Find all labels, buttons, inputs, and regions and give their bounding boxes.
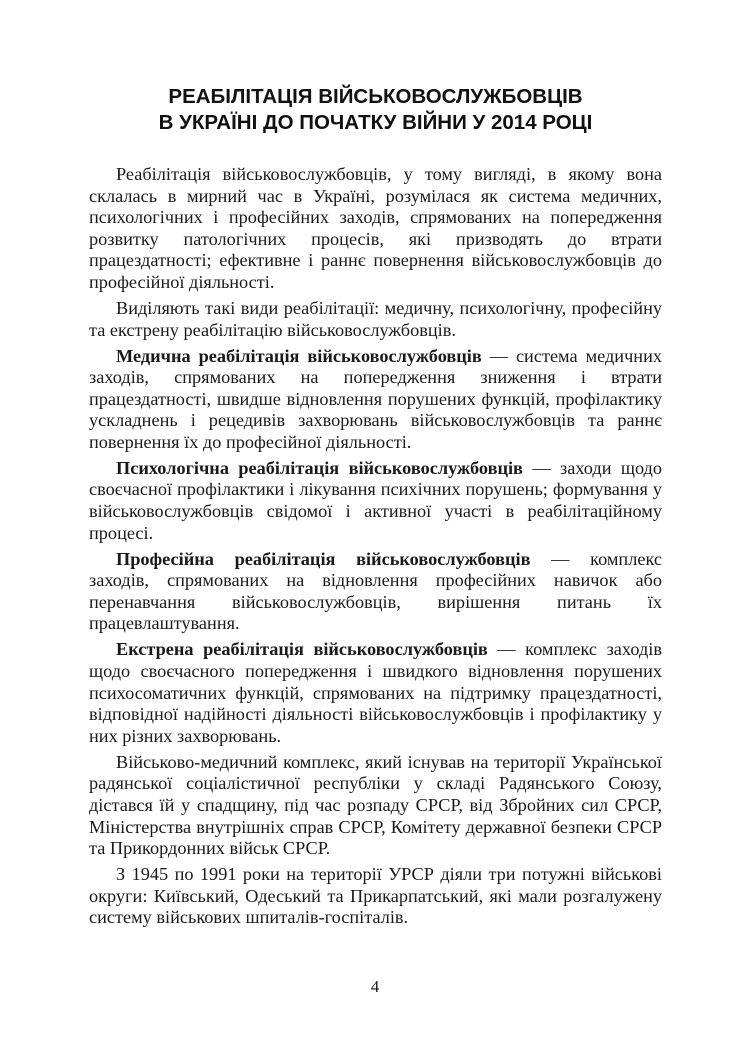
- page-number: 4: [370, 977, 380, 996]
- definition-text-psychological: — заходи щодо своєчасної профілактики і лікування психічних порушень; формування у військовослужбовців свідомої і активної участі в реабілітаційному процесі.: [89, 457, 662, 543]
- title-line-1: РЕАБІЛІТАЦІЯ ВІЙСЬКОВОСЛУЖБОВЦІВ: [168, 85, 583, 108]
- paragraph-text: Виділяють такі види реабілітації: медичну, психологічну, професійну та екстрену реабілітацію військовослужбовців.: [89, 297, 662, 340]
- definition-term-medical: Медична реабілітація військовослужбовців: [116, 345, 482, 366]
- definition-term-psychological: Психологічна реабілітація військовослужбовців: [116, 457, 523, 478]
- paragraph-text: Реабілітація військовослужбовців, у тому вигляді, в якому вона склалась в мирний час в Україні, розумілася як система медичних, психологічних і професійних заходів, спрямованих на попередження розвитку патологічних процесів, які призводять до втрати працездатності; ефективне і раннє повернення військовослужбовців до професійної діяльності.: [89, 164, 662, 292]
- paragraph-types: [89, 298, 662, 341]
- definition-text-professional: — комплекс заходів, спрямованих на відновлення професійних навичок або перенавчання військовослужбовців, вирішення питань їх працевлаштування.: [89, 548, 662, 634]
- title-line-2: В УКРАЇНІ ДО ПОЧАТКУ ВІЙНИ У 2014 РОЦІ: [158, 111, 593, 134]
- definition-term-emergency: Екстрена реабілітація військовослужбовців: [116, 639, 488, 660]
- paragraph-emergency: [89, 639, 662, 747]
- document-page: [89, 84, 662, 933]
- paragraph-psychological: [89, 458, 662, 544]
- page-title: [89, 84, 662, 136]
- document-body: [89, 164, 662, 929]
- paragraph-text: Військово-медичний комплекс, який існував на території Української радянської соціалістичної республіки у складі Радянського Союзу, дістався їй у спадщину, під час розпаду СРСР, від Збройних сил СРСР, Міністерства внутрішніх справ СРСР, Комітету державної безпеки СРСР та Прикордонних військ СРСР.: [89, 751, 662, 859]
- paragraph-text: З 1945 по 1991 роки на території УРСР діяли три потужні військові округи: Київський, Одеський та Прикарпатський, які мали розгалужену систему військових шпиталів-госпіталів.: [89, 864, 662, 928]
- definition-term-professional: Професійна реабілітація військовослужбовців: [116, 548, 531, 569]
- paragraph-professional: [89, 549, 662, 635]
- paragraph-military-medical-complex: [89, 752, 662, 860]
- paragraph-intro: [89, 164, 662, 294]
- paragraph-medical: [89, 346, 662, 454]
- definition-text-emergency: — комплекс заходів щодо своєчасного попередження і швидкого відновлення порушених психосоматичних функцій, спрямованих на підтримку працездатності, відповідної надійності діяльності військовослужбовців і профілактику у них різних захворювань.: [89, 639, 662, 746]
- definition-text-medical: — система медичних заходів, спрямованих на попередження зниження і втрати працездатності, швидше відновлення порушених функцій, профілактику ускладнень і рецедивів захворювань військовослужбовців та раннє повернення їх до професійної діяльності.: [89, 345, 662, 452]
- paragraph-military-districts: [89, 864, 662, 929]
